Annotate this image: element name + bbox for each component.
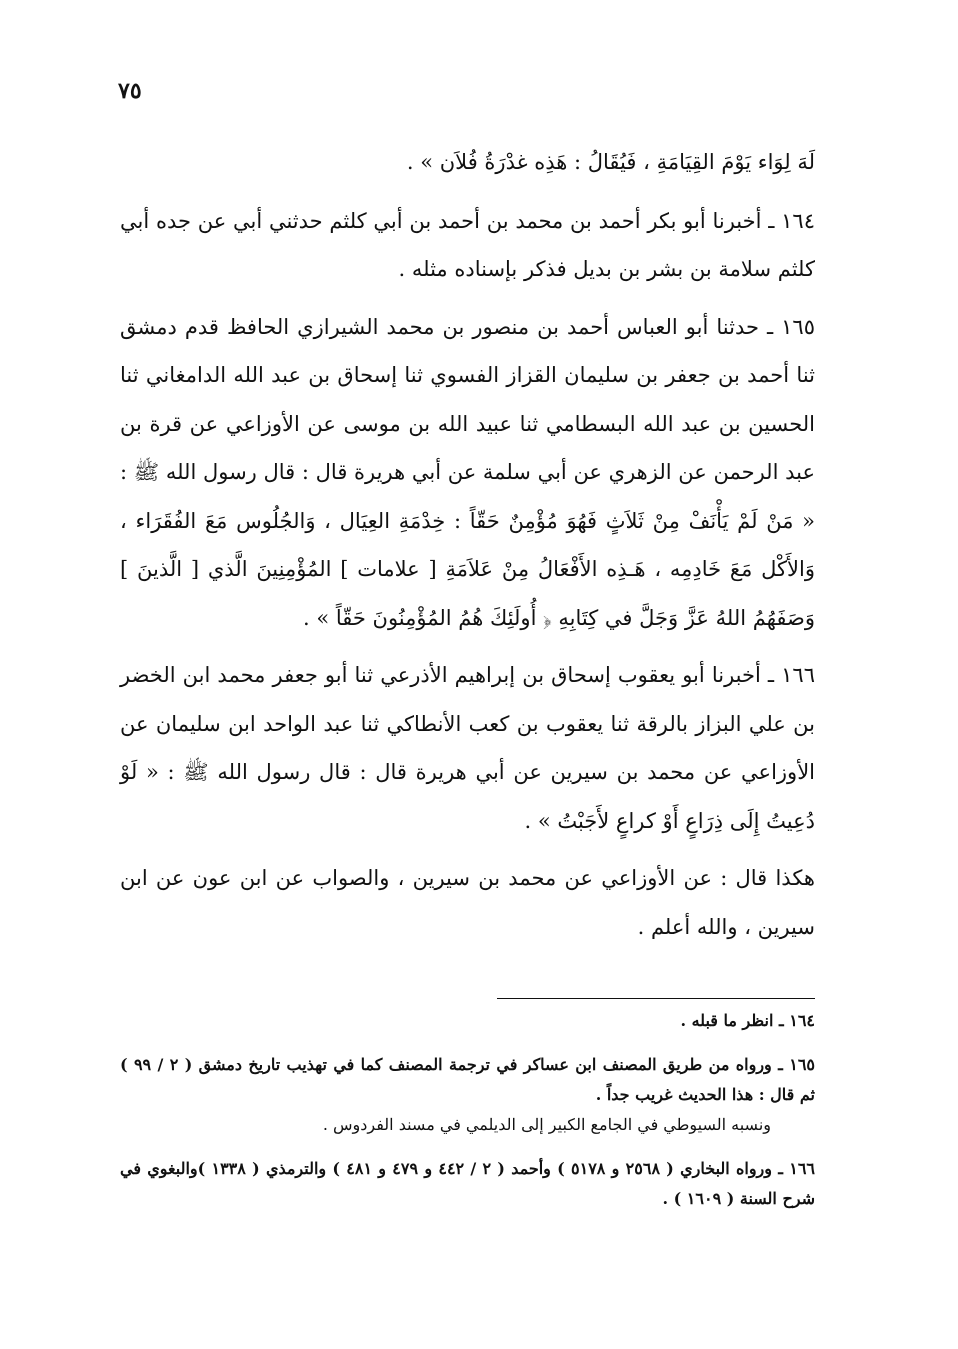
footnote-165: ١٦٥ ـ ورواه من طريق المصنف ابن عساكر في ترجمة المصنف كما في تهذيب تاريخ دمشق ( ٢ / ٩٩ ) ثم قال : هذا الحديث غريب جداً .: [120, 1055, 815, 1104]
footnote-166: ١٦٦ ـ ورواه البخاري ( ٢٥٦٨ و ٥١٧٨ ) وأحمد ( ٢ / ٤٤٢ و ٤٧٩ و ٤٨١ ) والترمذي ( ١٣٣٨ )والبغوي في شرح السنة ( ١٦٠٩ ) .: [120, 1159, 816, 1208]
footnote-divider: [497, 998, 815, 999]
paragraph-continuation: لَهَ لِوَاء يَوْمَ القِيَامَةِ ، فَيُقَالُ : هَذِه غدْرَةُ فُلاَن » .: [406, 150, 815, 174]
paragraph-hadith-166: ١٦٦ ـ أخبرنا أبو يعقوب إسحاق بن إبراهيم الأذرعي ثنا أبو جعفر محمد ابن الخضر بن علي البزاز بالرقة ثنا يعقوب بن كعب الأنطاكي ثنا عبد الواحد ابن سليمان عن الأوزاعي عن محمد بن سيرين عن أبي هريرة قال : قال رسول الله ﷺ : « لَوْ دُعِيتُ إِلَى ذِرَاعٍ أَوْ كراعٍ لأَجَبْتُ » .: [120, 663, 815, 833]
footnotes: [120, 1006, 815, 1228]
footnote-165-continuation: ونسبه السيوطي في الجامع الكبير إلى الديلمي في مسند الفردوس .: [322, 1115, 771, 1134]
footnote-164: ١٦٤ ـ انظر ما قبله .: [680, 1011, 815, 1030]
main-text: [120, 138, 815, 960]
paragraph-hadith-165: ١٦٥ ـ حدثنا أبو العباس أحمد بن منصور بن محمد الشيرازي الحافظ قدم دمشق ثنا أحمد بن جعفر بن سليمان القزاز الفسوي ثنا إسحاق بن عبد الله الدامغاني ثنا الحسين بن عبد الله البسطامي ثنا عبيد الله بن موسى عن الأوزاعي عن قرة بن عبد الرحمن عن الزهري عن أبي سلمة عن أبي هريرة قال : قال رسول الله ﷺ : « مَنْ لَمْ يَأْنَفْ مِنْ ثَلاَثٍ فَهُوَ مُؤْمِنٌ حَقّاً : خِدْمَةِ العِيَال ، وَالجُلُوس مَعَ الفُقَرَاء ، وَالأَكْل مَعَ خَادِمِه ، هَـذِه الأَفْعَالُ مِنْ عَلاَمَةِ [ علامات ] المُؤْمِنِينَ الَّذي [ الَّذينَ ] وَصَفَهُمُ اللهُ عَزَّ وَجَلَّ في كِتَابِهِ ﴿ أُولَئِكَ هُمُ المُؤْمِنُونَ حَقّاً » .: [120, 314, 815, 630]
paragraph-hadith-164: ١٦٤ ـ أخبرنا أبو بكر أحمد بن محمد بن أحمد بن أبي كلثم حدثني أبي عن جده أبي كلثم سلامة بن بشر بن بديل فذكر بإسناده مثله .: [120, 208, 815, 281]
page-number: ٧٥: [118, 78, 142, 104]
paragraph-comment: هكذا قال : عن الأوزاعي عن محمد بن سيرين ، والصواب عن ابن عون عن ابن سيرين ، والله أعلم .: [120, 866, 815, 939]
